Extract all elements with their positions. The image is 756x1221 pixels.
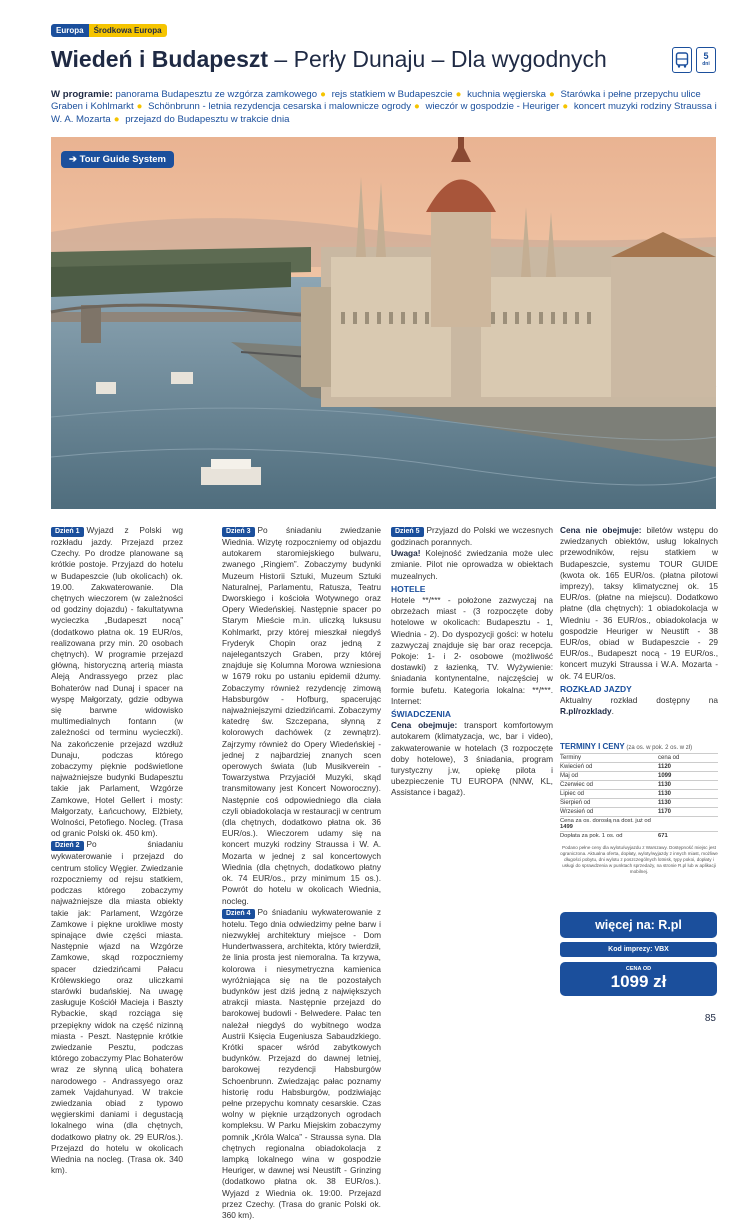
price-table bbox=[560, 753, 718, 841]
price-table-section bbox=[560, 742, 718, 876]
term: Sierpień od bbox=[560, 799, 658, 808]
extra-value: 1499 bbox=[560, 824, 573, 830]
prices-title: TERMINY I CENY bbox=[560, 742, 625, 751]
day-badge: Dzień 1 bbox=[51, 527, 84, 537]
program-summary: W programie: panorama Budapesztu ze wzgórza zamkowego ● rejs statkiem w Budapeszcie ● kuchnia węgierska ● Starówka i pełne przepychu ulice Graben i Kohlmarkt ● Schönbrunn - letnia rezydencja cesarska i malownicze ogrody ● wieczór w gospodzie - Heuriger ● koncert muzyki rodziny Straussa i W. A. Mozarta ● przejazd do Budapesztu w trakcie dnia bbox=[51, 89, 717, 125]
uwaga-text: Kolejność zwiedzania może ulec zmianie. Pilot nie oprowadza w obiektach muzealnych. bbox=[391, 548, 553, 581]
program-item: Schönbrunn - letnia rezydencja cesarska i malownicze ogrody bbox=[148, 101, 412, 113]
program-item: kuchnia węgierska bbox=[467, 89, 547, 100]
page-number: 85 bbox=[704, 1013, 716, 1024]
day-text: Po śniadaniu wykwaterowanie z hotelu. Tego dnia odwiedzimy pełne barw i niezwykłej architektury miejsce - Dom Hundertwassera, architekta, który twierdził, że linia prosta jest niemoralna. Ta krzywa, kolorowa i niesymetryczna kamienica wyróżniająca się na tle pozostałych budynków jest dziś jedną z największych atrakcji miasta. Następnie przejazd do barokowej budowli - Belwedere. Pałac ten należał niegdyś do wybitnego wodza Austrii Księcia Eugeniusza Sabaudzkiego. Krótki spacer wśród zabytkowych budynków. Przejazd do dawnej letniej, barokowej rezydencji Habsburgów Schoenbrunn. Zwiedzając pałac poznamy historię rodu Habsburgów, podziwiając pełne przepychu komnaty cesarskie. Czas wolny w pięknie urządzonych ogrodach kompleksu. W Parku Miejskim zobaczymy pomnik „Króla Walca” - Straussa syna. Dla chętnych regionalna obiadokolacja z lampką lokalnego wina w gospodzie Heuriger, w dawnej wsi Neustift - Grinzing (dodatkowo płatna ok. 38 EUR/os.). Wyjazd z Wiednia ok. 19:00. Przejazd przez Czechy. (Trasa do granic Polski ok. 360 km). bbox=[222, 906, 381, 1220]
day-text: Przyjazd do Polski we wczesnych godzinach porannych. bbox=[391, 525, 553, 547]
fine-print: Podano pełne ceny dla wylotu/wyjazdu z Warszawy. Dostępność miejsc jest ograniczona. Aktualna oferta, dopłaty, wyloty/wyjazdy z innych miast, możliwe długości pobytu, dni wylotu z poszczególnych lotnisk, typy pokoi, dopłaty i usługi do sprawdzenia w punktach sprzedaży, na stronie R.pl lub w aplikacji mobilnej. bbox=[560, 844, 718, 875]
title-rest: – Perły Dunaju – Dla wygodnych bbox=[268, 46, 607, 72]
day-badge: Dzień 2 bbox=[51, 841, 84, 851]
schedule-link[interactable]: R.pl/rozklady bbox=[560, 706, 612, 717]
tour-guide-badge[interactable]: ➔ Tour Guide System bbox=[61, 151, 174, 168]
price-table-title bbox=[560, 742, 718, 751]
program-item: rejs statkiem w Budapeszcie bbox=[331, 89, 453, 100]
extra-label: Dopłata za pok. 1 os. od bbox=[560, 833, 623, 840]
extra-label: Cena za os. dorosłą na dost. już od bbox=[560, 818, 651, 824]
table-row bbox=[560, 763, 718, 772]
program-item: koncert muzyki rodziny Straussa i W. A. Mozarta bbox=[51, 101, 717, 125]
region-tags bbox=[51, 24, 167, 37]
price-label: CENA OD bbox=[625, 966, 652, 972]
itinerary-col-4 bbox=[560, 525, 718, 717]
term: Kwiecień od bbox=[560, 763, 658, 772]
price: 1130 bbox=[658, 781, 718, 790]
price: 1099 bbox=[658, 772, 718, 781]
title-bold: Wiedeń i Budapeszt bbox=[51, 46, 269, 72]
table-row bbox=[560, 817, 718, 832]
col-price: cena od bbox=[658, 754, 718, 763]
price-box[interactable] bbox=[560, 962, 717, 996]
term: Czerwiec od bbox=[560, 781, 658, 790]
col-term: Terminy bbox=[560, 754, 658, 763]
days-icon bbox=[696, 47, 716, 73]
itinerary-col-1 bbox=[51, 525, 183, 1176]
days-label: dni bbox=[702, 61, 710, 67]
table-row bbox=[560, 799, 718, 808]
trip-code: Kod imprezy: VBX bbox=[560, 942, 717, 957]
day-text: Wyjazd z Polski wg rozkładu jazdy. Przejazd przez Czechy. Po drodze planowane są krótkie postoje. Przyjazd do hotelu w Budapeszcie (lub okolicach) ok. 19.00. Zakwaterowanie. Dla chętnych wieczorem (w zależności od godziny dojazdu) - fakultatywna wycieczka „Budapeszt nocą” (dodatkowo płatna ok. 19 EUR/os, realizowana przy min. 20 osobach chętnych). W programie przejazd główną, historyczną arterią miasta Aleją Andrassyego przez plac Bohaterów nad Dunaj i spacer na wyspę Małgorzaty, gdzie odbywa się barwne widowisko multimedialnych fontann (w zależności od terminu wycieczki). Na zakończenie przejazd wzdłuż Dunaju, podczas którego zobaczymy pięknie podświetlone najważniejsze budynki Budapesztu takie jak Parlament, Wzgórze Zamkowe, Hotel Gellert i mosty: Małgorzaty, Łańcuchowy, Elżbiety, Wolności, Petofiego. Nocleg. (Trasa od granic Polski ok. 450 km). bbox=[51, 525, 183, 839]
program-lead: W programie: bbox=[51, 89, 113, 100]
itinerary-col-2 bbox=[222, 525, 381, 1221]
table-row bbox=[560, 832, 718, 841]
price: 1170 bbox=[658, 808, 718, 817]
itinerary-col-3 bbox=[391, 525, 553, 799]
day-text: Po śniadaniu wykwaterowanie i przejazd do centrum stolicy Węgier. Zwiedzanie rozpoczniemy od rejsu statkiem, podczas którego zobaczymy najważniejsze dla miasta obiekty takie jak: Parlament, Wzgórze Zamkowe i piękne urokliwe mosty spinające dwie części miasta. Następnie wjazd na Wzgórze Zamkowe, skąd rozpoczniemy spacer dziedzińcami Pałacu Królewskiego oraz uliczkami starówki budańskiej. Na uwagę zasługuje Kościół Macieja i Baszty Rybackie, skąd rozciąga się przepiękny widok na część nizinną miasta - Peszt. Następnie krótkie zwiedzanie Pesztu, podczas którego zobaczymy Plac Bohaterów wraz ze słynną ulicą bohatera narodowego - Andrassyego oraz zamek Vajdahunyad. W trakcie zwiedzania obiad z typowo węgierskimi daniami i degustacją lokalnego wina (dla chętnych, dodatkowo płatny ok. 29 EUR/os.). Przejazd do hotelu w okolicach Wiednia na nocleg. (Trasa ok. 340 km). bbox=[51, 839, 183, 1176]
day-badge: Dzień 4 bbox=[222, 909, 255, 919]
page-title bbox=[51, 46, 607, 73]
table-row bbox=[560, 790, 718, 799]
excludes-text: biletów wstępu do zwiedzanych obiektów, usług lokalnych przewodników, rejsu statkiem w Budapeszcie, systemu TOUR GUIDE (kwota ok. 165 EUR/os. (płatna pilotowi imprezy), taksy klimatycznej ok. 15 EUR/os. (płatne na miejscu). Dodatkowo płatne (dla chętnych): 1 obiadokolacja w Wiedniu - 36 EUR/os., obiadokolacja w gospodzie Heuriger w Neustift - 38 EUR/os, obiad w Budapeszcie - 29 EUR/os., Budapeszt nocą - 19 EUR/os., koncert muzyki Straussa i W.A. Mozarta - ok. 74 EUR/os. bbox=[560, 525, 718, 681]
price: 1120 bbox=[658, 763, 718, 772]
uwaga-lead: Uwaga! bbox=[391, 548, 421, 559]
day-badge: Dzień 3 bbox=[222, 527, 255, 537]
prices-subtitle: (za os. w pok. 2 os. w zł) bbox=[624, 745, 693, 751]
term: Maj od bbox=[560, 772, 658, 781]
price: 1130 bbox=[658, 799, 718, 808]
tag-region[interactable]: Europa bbox=[51, 24, 89, 37]
price-amount: 1099 zł bbox=[610, 972, 667, 991]
includes-lead: Cena obejmuje: bbox=[391, 720, 458, 731]
term: Wrzesień od bbox=[560, 808, 658, 817]
schedule-end: . bbox=[611, 706, 614, 717]
program-item: Starówka i pełne przepychu ulice Graben i Kohlmarkt bbox=[51, 89, 701, 113]
table-row bbox=[560, 808, 718, 817]
days-count: 5 bbox=[703, 51, 709, 61]
program-item: przejazd do Budapesztu w trakcie dnia bbox=[125, 113, 290, 125]
schedule-heading: ROZKŁAD JAZDY bbox=[560, 683, 632, 694]
table-row bbox=[560, 772, 718, 781]
term: Lipiec od bbox=[560, 790, 658, 799]
excludes-lead: Cena nie obejmuje: bbox=[560, 525, 642, 535]
trip-icons bbox=[672, 47, 716, 73]
bus-icon bbox=[672, 47, 692, 73]
includes-text: transport komfortowym autokarem (klimatyzacja, wc, bar i video), zakwaterowanie w hotelach (3 rozpoczęte doby hotelowe), 3 śniadania, program turystyczny j.w, opiekę pilota i ubezpieczenie TU EUROPA (NNW, KL, Assistance i bagaż). bbox=[391, 720, 553, 798]
program-item: panorama Budapesztu ze wzgórza zamkowego bbox=[115, 89, 318, 100]
schedule-text: Aktualny rozkład dostępny na bbox=[560, 695, 718, 706]
day-text: Po śniadaniu zwiedzanie Wiednia. Wizytę rozpoczniemy od objazdu autokarem staromiejskiego bulwaru, zwanego „Ringiem”. Zobaczymy budynki Muzeum Historii Sztuki, Muzeum Sztuki Naturalnej, Parlamentu, Ratusza, Teatru Dworskiego i kościoła Wotywnego oraz Opery Wiedeńskiej. Następnie spacer po Starym Mieście m.in. uliczką luksusu Kohlmarkt, przy której mieszkał niegdyś Fryderyk Chopin oraz jedną z najelegantszych Graben, przy której znajduje się Kolumna Morowa wzniesiona w 1679 roku po ustaniu epidemii dżumy. Zobaczymy również rezydencję zimową Habsburgów - Hofburg, spacerując najważniejszymi dziedzińcami. Zobaczymy katedrę św. Szczepana, słynną z kolorowych dachówek (z zewnątrz). Zajrzymy również do Opery Wiedeńskiej - jednej z najbardziej znanych scen operowych świata (lub Musikverein - Towarzystwa Przyjaciół Muzyki, skąd transmitowany jest Koncert Noworoczny). Następnie coś odpowiedniego dla ciała czyli obiadokolacja w restauracji w centrum (dla chętnych, dodatkowo płatna ok. 36 EUR/os.). Wieczorem udamy się na koncert muzyki rodziny Straussa i W. A. Mozarta w jednej z sal koncertowych Wiednia (dla chętnych, dodatkowo płatny ok. 74 EUR/os., przy minimum 15 os.). Powrót do hotelu w okolicach Wiednia, nocleg. bbox=[222, 525, 381, 906]
price: 1130 bbox=[658, 790, 718, 799]
hotels-heading: HOTELE bbox=[391, 583, 426, 594]
program-item: wieczór w gospodzie - Heuriger bbox=[425, 101, 560, 113]
extra-value: 671 bbox=[658, 832, 718, 841]
more-info-button[interactable]: więcej na: R.pl bbox=[560, 912, 717, 938]
budapest-parliament-photo bbox=[51, 137, 716, 509]
table-row bbox=[560, 781, 718, 790]
day-badge: Dzień 5 bbox=[391, 527, 424, 537]
tag-subregion[interactable]: Środkowa Europa bbox=[89, 24, 167, 37]
services-heading: ŚWIADCZENIA bbox=[391, 709, 451, 720]
hotels-text: Hotele **/*** - położone zazwyczaj na obrzeżach miast - (3 rozpoczęte doby hotelowe w okolicach: Budapesztu - 1, Wiednia - 2). Do dyspozycji gości: w hotelu zazwyczaj znajduje się bar oraz recepcja. Pokoje: 1- i 2- osobowe (możliwość dostawki) z łazienką, TV. Wyżywienie: śniadania kontynentalne, najczęściej w formie bufetu. Kategoria lokalna: **/***. Internet: bbox=[391, 595, 553, 706]
